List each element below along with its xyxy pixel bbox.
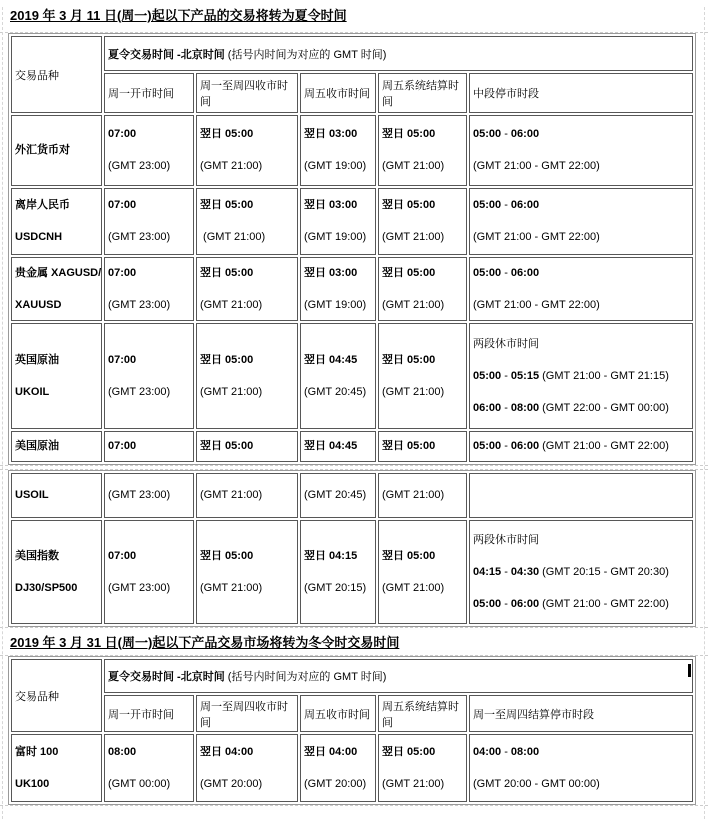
time-cell: [300, 257, 376, 321]
time-cell: [300, 323, 376, 429]
gmt-text: 两段休市时间: [473, 533, 539, 546]
gmt-text: (GMT 20:00): [304, 777, 367, 790]
time-cell: [104, 115, 194, 186]
time-cell: [196, 734, 298, 802]
gmt-text: (GMT 23:00): [108, 160, 171, 172]
gmt-text: (GMT 21:00): [200, 160, 263, 172]
cell-line: [108, 581, 190, 596]
time-text: 翌日 05:00: [382, 266, 436, 279]
cell-line: [382, 298, 463, 313]
gmt-text: (GMT 19:00): [304, 160, 367, 172]
cell-line: [304, 581, 372, 596]
cell-line: [15, 198, 98, 213]
time-text: 05:15: [510, 369, 540, 382]
gmt-text: (GMT 19:00): [304, 298, 367, 311]
cell-line: [108, 549, 190, 564]
gmt-text: (GMT 21:00): [382, 385, 445, 398]
time-text: 翌日 04:45: [304, 440, 358, 452]
cell-line: [304, 745, 372, 760]
time-text: 07:00: [108, 128, 137, 140]
time-text: 07:00: [108, 549, 137, 562]
time-cell: [104, 473, 194, 518]
cell-line: [382, 581, 463, 596]
table-row: [11, 431, 693, 462]
time-text: 05:00: [473, 266, 502, 279]
cell-line: [15, 581, 98, 596]
gmt-text: (GMT 23:00): [108, 581, 171, 594]
time-cell: [378, 734, 467, 802]
document-page: [0, 7, 708, 819]
table-row: [11, 659, 693, 693]
table-row: [11, 520, 693, 624]
cell-line: [304, 298, 372, 313]
cell-line: [200, 353, 294, 368]
time-text: 翌日 05:00: [200, 266, 254, 279]
gmt-text: (GMT 21:00): [200, 385, 263, 398]
cell-line: [108, 385, 190, 400]
page-boundary-line: [2, 7, 3, 819]
gmt-text: (GMT 21:00 - GMT 22:00): [473, 298, 600, 311]
time-text: 翌日 05:00: [382, 745, 436, 758]
section-title: 2019 年 3 月 11 日(周一)起以下产品的交易将转为夏令时间: [10, 8, 347, 23]
cell-line: [15, 488, 98, 503]
time-cell: [196, 520, 298, 624]
gmt-text: (GMT 20:45): [304, 385, 367, 398]
cell-line: [473, 266, 689, 281]
time-cell: [300, 734, 376, 802]
table-segment: [0, 655, 708, 806]
time-cell: [104, 734, 194, 802]
gmt-text: -: [501, 597, 511, 610]
product-cell: [11, 473, 102, 518]
group-header-note: (括号内时间为对应的 GMT 时间): [224, 671, 387, 683]
time-cell: [196, 323, 298, 429]
cell-line: [108, 488, 190, 503]
time-text: 06:00: [510, 128, 540, 140]
time-cell: [104, 257, 194, 321]
time-cell: [300, 520, 376, 624]
time-cell: [196, 431, 298, 462]
time-text: 翌日 05:00: [200, 549, 254, 562]
product-cell: [11, 323, 102, 429]
cell-line: [382, 230, 463, 245]
gmt-text: -: [501, 401, 511, 414]
time-text: UKOIL: [15, 385, 50, 398]
time-text: XAUUSD: [15, 298, 62, 311]
time-text: 06:00: [510, 266, 540, 279]
time-cell: [300, 115, 376, 186]
time-text: 05:00: [473, 440, 502, 452]
cell-line: [304, 198, 372, 213]
cell-line: [382, 127, 463, 142]
time-cell: [196, 473, 298, 518]
cell-line: [473, 439, 689, 454]
time-text: 翌日 04:45: [304, 353, 358, 366]
cell-line: [304, 159, 372, 174]
subheader-cell: 中段停市时段: [469, 73, 693, 113]
cell-line: [108, 298, 190, 313]
table-row: [11, 257, 693, 321]
time-text: 04:00: [473, 745, 502, 758]
table-header: [11, 659, 693, 732]
time-text: 翌日 05:00: [382, 199, 436, 211]
cell-line: [200, 266, 294, 281]
cell-line: [200, 385, 294, 400]
gmt-text: (GMT 21:00 - GMT 21:15): [539, 369, 669, 382]
gmt-text: (GMT 20:00): [200, 777, 263, 790]
cell-line: [382, 549, 463, 564]
text-cursor: [688, 664, 691, 677]
gmt-text: (GMT 21:00): [382, 777, 445, 790]
cell-line: [200, 230, 294, 245]
time-text: 翌日 04:00: [304, 745, 358, 758]
time-text: 翌日 05:00: [382, 549, 436, 562]
time-text: DJ30/SP500: [15, 581, 78, 594]
time-cell: [196, 115, 298, 186]
gmt-text: (GMT 23:00): [108, 298, 171, 311]
time-text: 05:00: [473, 597, 502, 610]
time-text: 翌日 05:00: [200, 353, 254, 366]
time-cell: [300, 473, 376, 518]
time-text: 翌日 05:00: [200, 440, 254, 452]
subheader-cell: 周五收市时间: [300, 73, 376, 113]
cell-line: [15, 298, 98, 313]
gmt-text: -: [501, 745, 511, 758]
gmt-text: (GMT 19:00): [304, 231, 367, 243]
cell-line: [108, 159, 190, 174]
gmt-text: (GMT 21:00): [382, 160, 445, 172]
time-text: 贵金属 XAGUSD/: [15, 266, 102, 279]
cell-line: [200, 745, 294, 760]
cell-line: [108, 266, 190, 281]
cell-line: [382, 198, 463, 213]
cell-line: [15, 143, 98, 158]
time-cell: [378, 115, 467, 186]
cell-line: [200, 777, 294, 792]
cell-line: [473, 777, 689, 792]
time-cell: [104, 323, 194, 429]
cell-line: [200, 127, 294, 142]
product-cell: [11, 257, 102, 321]
time-text: 05:00: [473, 128, 502, 140]
gmt-text: (GMT 23:00): [108, 231, 171, 243]
gmt-text: (GMT 21:00 - GMT 22:00): [473, 231, 600, 243]
gmt-text: -: [501, 565, 511, 578]
cell-line: [473, 369, 689, 384]
cell-line: [473, 230, 689, 245]
gmt-text: (GMT 21:00 - GMT 22:00): [539, 597, 669, 610]
time-cell: [104, 188, 194, 255]
cell-line: [200, 159, 294, 174]
cell-line: [200, 488, 294, 503]
time-text: 04:15: [473, 565, 502, 578]
time-cell: [378, 323, 467, 429]
time-text: 06:00: [473, 401, 502, 414]
time-text: 04:30: [510, 565, 540, 578]
gmt-text: 两段休市时间: [473, 337, 539, 350]
gmt-text: (GMT 20:00 - GMT 00:00): [473, 777, 600, 790]
table-body: [11, 734, 693, 802]
table-row: [11, 73, 693, 113]
corner-header-cell: 交易品种: [11, 36, 102, 113]
group-header-note: (括号内时间为对应的 GMT 时间): [224, 48, 387, 61]
cell-line: [108, 198, 190, 213]
time-text: 美国指数: [15, 549, 59, 562]
time-text: 翌日 05:00: [200, 199, 254, 211]
cell-line: [15, 745, 98, 760]
time-text: USDCNH: [15, 231, 63, 243]
cell-line: [304, 488, 372, 503]
time-text: 离岸人民币: [15, 199, 70, 211]
cell-line: [304, 777, 372, 792]
cell-line: [473, 533, 689, 548]
cell-line: [473, 565, 689, 580]
cell-line: [304, 266, 372, 281]
subheader-cell: 周一开市时间: [104, 695, 194, 732]
cell-line: [304, 127, 372, 142]
time-cell: [300, 431, 376, 462]
group-header-cell: [104, 659, 693, 693]
time-text: USOIL: [15, 489, 49, 501]
gmt-text: -: [501, 440, 511, 452]
time-cell: [196, 188, 298, 255]
gmt-text: (GMT 23:00): [108, 489, 171, 501]
time-text: 06:00: [510, 440, 540, 452]
time-text: 翌日 05:00: [382, 353, 436, 366]
gmt-text: (GMT 21:00): [382, 298, 445, 311]
cell-line: [304, 230, 372, 245]
group-header-bold: 夏令交易时间 -北京时间: [108, 671, 225, 683]
time-text: 美国原油: [15, 440, 59, 452]
table-row: [11, 473, 693, 518]
subheader-cell: 周一至周四收市时间: [196, 695, 298, 732]
time-text: 翌日 03:00: [304, 128, 358, 140]
cell-line: [15, 549, 98, 564]
time-cell: [378, 473, 467, 518]
time-text: 05:00: [473, 369, 502, 382]
gmt-text: -: [501, 369, 511, 382]
winter-trading-hours-table: [8, 656, 696, 805]
product-cell: [11, 734, 102, 802]
time-text: 翌日 05:00: [382, 128, 436, 140]
cell-line: [473, 198, 689, 213]
time-cell: [378, 188, 467, 255]
time-cell: [300, 188, 376, 255]
cell-line: [200, 581, 294, 596]
time-cell: [104, 431, 194, 462]
gmt-text: (GMT 21:00): [200, 581, 263, 594]
time-cell: [469, 520, 693, 624]
cell-line: [473, 337, 689, 352]
gmt-text: (GMT 21:00): [382, 231, 445, 243]
cell-line: [200, 439, 294, 454]
time-text: 翌日 04:00: [200, 745, 254, 758]
time-cell: [378, 257, 467, 321]
time-cell: [378, 520, 467, 624]
table-header: [11, 36, 693, 113]
time-text: 08:00: [510, 401, 540, 414]
cell-line: [15, 385, 98, 400]
cell-line: [473, 745, 689, 760]
cell-line: [382, 777, 463, 792]
time-text: 06:00: [510, 199, 540, 211]
cell-line: [382, 385, 463, 400]
gmt-text: (GMT 22:00 - GMT 00:00): [539, 401, 669, 414]
gmt-text: -: [501, 199, 511, 211]
table-segment: [0, 32, 708, 466]
section-title: 2019 年 3 月 31 日(周一)起以下产品交易市场将转为冬令时交易时间: [10, 635, 400, 650]
time-cell: [469, 115, 693, 186]
cell-line: [473, 401, 689, 416]
time-text: 07:00: [108, 199, 137, 211]
gmt-text: -: [501, 128, 511, 140]
cell-line: [15, 439, 98, 454]
gmt-text: (GMT 21:00): [200, 231, 266, 243]
time-text: 外汇货币对: [15, 144, 70, 156]
time-text: UK100: [15, 777, 50, 790]
table-row: [11, 115, 693, 186]
cell-line: [304, 385, 372, 400]
time-text: 翌日 05:00: [200, 128, 254, 140]
cell-line: [382, 488, 463, 503]
cell-line: [473, 597, 689, 612]
cell-line: [473, 127, 689, 142]
time-text: 英国原油: [15, 353, 59, 366]
time-text: 翌日 03:00: [304, 266, 358, 279]
gmt-text: (GMT 21:00 - GMT 22:00): [539, 440, 669, 452]
table-row: [11, 734, 693, 802]
gmt-text: (GMT 21:00): [382, 581, 445, 594]
time-text: 08:00: [510, 745, 540, 758]
time-cell: [104, 520, 194, 624]
group-header-cell: [104, 36, 693, 71]
table-segment-continued: [0, 469, 708, 628]
gmt-text: -: [501, 266, 511, 279]
table-row: [11, 323, 693, 429]
gmt-text: (GMT 20:45): [304, 489, 367, 501]
cell-line: [382, 266, 463, 281]
cell-line: [15, 777, 98, 792]
group-header-bold: 夏令交易时间 -北京时间: [108, 48, 225, 61]
cell-line: [304, 549, 372, 564]
cell-line: [304, 353, 372, 368]
cell-line: [108, 777, 190, 792]
cell-line: [108, 127, 190, 142]
table-body: [11, 473, 693, 624]
time-cell: [469, 734, 693, 802]
cell-line: [200, 198, 294, 213]
gmt-text: (GMT 21:00): [200, 489, 263, 501]
corner-header-cell: 交易品种: [11, 659, 102, 732]
cell-line: [108, 353, 190, 368]
table-row: [11, 695, 693, 732]
cell-line: [382, 745, 463, 760]
cell-line: [15, 230, 98, 245]
time-cell: [469, 473, 693, 518]
time-cell: [378, 431, 467, 462]
product-cell: [11, 115, 102, 186]
gmt-text: (GMT 21:00): [382, 489, 445, 501]
subheader-cell: 周五收市时间: [300, 695, 376, 732]
cell-line: [15, 353, 98, 368]
cell-line: [200, 549, 294, 564]
time-text: 翌日 05:00: [382, 440, 436, 452]
gmt-text: (GMT 20:15 - GMT 20:30): [539, 565, 669, 578]
time-text: 翌日 04:15: [304, 549, 358, 562]
time-text: 07:00: [108, 440, 137, 452]
time-cell: [469, 431, 693, 462]
gmt-text: (GMT 23:00): [108, 385, 171, 398]
cell-line: [473, 298, 689, 313]
subheader-cell: 周一开市时间: [104, 73, 194, 113]
cell-line: [382, 353, 463, 368]
cell-line: [473, 159, 689, 174]
time-text: 富时 100: [15, 745, 59, 758]
table-row: [11, 188, 693, 255]
time-cell: [469, 188, 693, 255]
summer-trading-hours-table: [8, 33, 696, 465]
subheader-cell: 周一至周四收市时间: [196, 73, 298, 113]
cell-line: [15, 266, 102, 281]
table-row: [11, 36, 693, 71]
gmt-text: (GMT 21:00 - GMT 22:00): [473, 160, 600, 172]
time-text: 07:00: [108, 353, 137, 366]
subheader-cell: 周五系统结算时间: [378, 73, 467, 113]
time-text: 06:00: [510, 597, 540, 610]
time-text: 05:00: [473, 199, 502, 211]
cell-line: [108, 745, 190, 760]
product-cell: [11, 520, 102, 624]
time-cell: [196, 257, 298, 321]
cell-line: [304, 439, 372, 454]
time-text: 07:00: [108, 266, 137, 279]
product-cell: [11, 188, 102, 255]
gmt-text: (GMT 21:00): [200, 298, 263, 311]
time-cell: [469, 257, 693, 321]
time-text: 08:00: [108, 745, 137, 758]
gmt-text: (GMT 20:15): [304, 581, 367, 594]
cell-line: [108, 439, 190, 454]
cell-line: [108, 230, 190, 245]
cell-line: [200, 298, 294, 313]
gmt-text: (GMT 00:00): [108, 777, 171, 790]
table-body: [11, 115, 693, 462]
subheader-cell: 周五系统结算时间: [378, 695, 467, 732]
time-cell: [469, 323, 693, 429]
subheader-cell: 周一至周四结算停市时段: [469, 695, 693, 732]
summer-trading-hours-table-continued: [8, 470, 696, 627]
product-cell: [11, 431, 102, 462]
cell-line: [382, 159, 463, 174]
page-boundary-line: [704, 7, 705, 819]
cell-line: [382, 439, 463, 454]
time-text: 翌日 03:00: [304, 199, 358, 211]
